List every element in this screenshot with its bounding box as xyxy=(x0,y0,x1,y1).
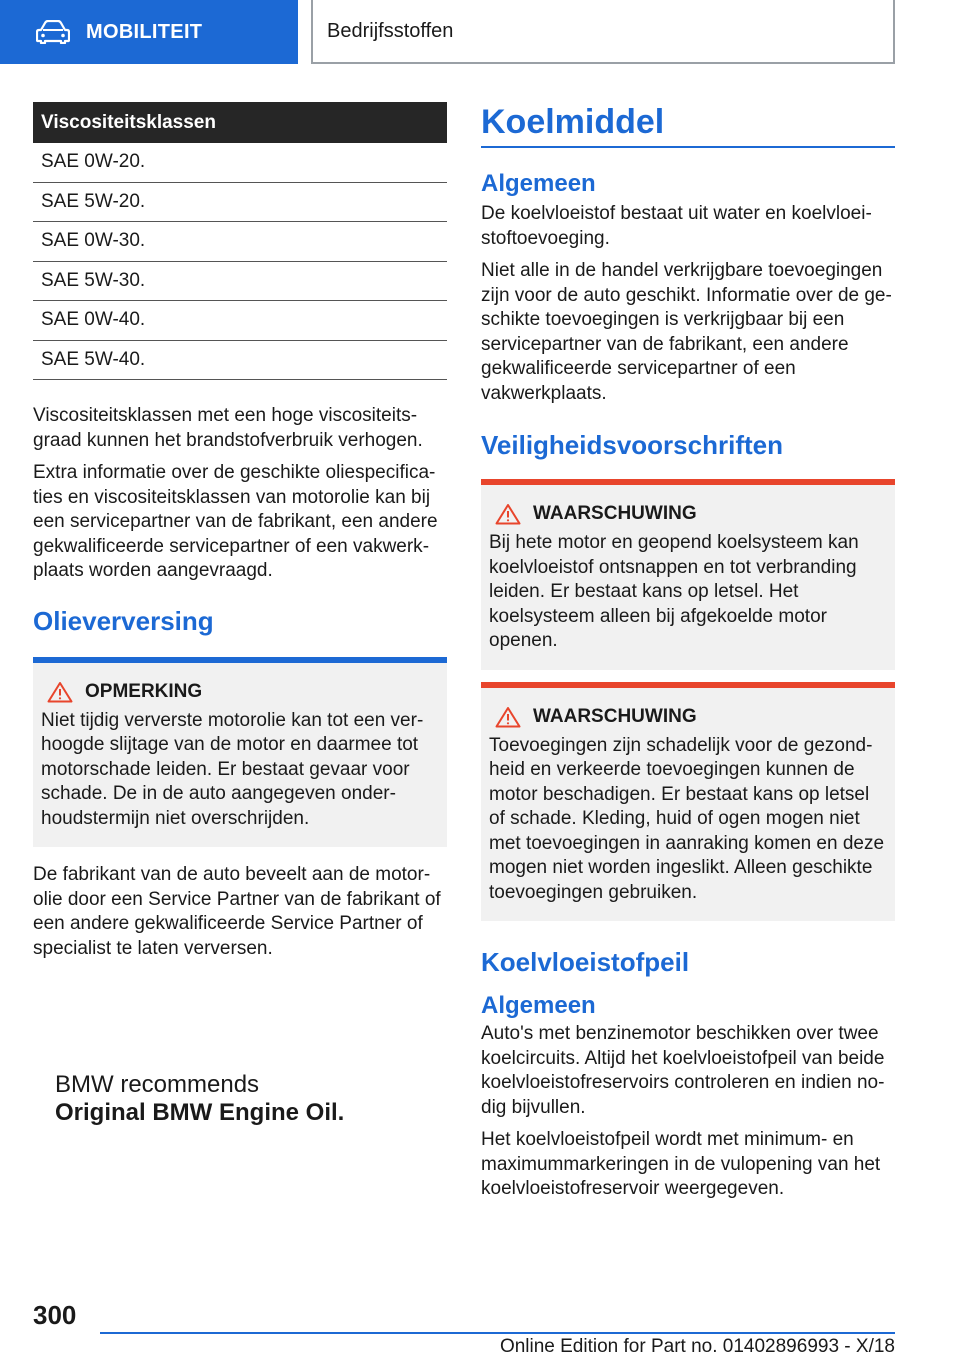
warning-triangle-icon xyxy=(495,503,521,525)
page-number: 300 xyxy=(33,1300,77,1330)
section-heading-olieverversing: Olieverversing xyxy=(33,605,214,636)
paragraph: Auto's met benzinemotor beschikken over twee koelcircuits. Altijd het koelvloeistofpeil van beide koelvloeistofreservoirs controleren en indien nodig bijvullen. xyxy=(481,1023,885,1118)
chapter-tab[interactable] xyxy=(311,0,895,64)
notice-box xyxy=(33,657,447,848)
section-label: MOBILITEIT xyxy=(86,20,203,43)
warning-box xyxy=(481,479,895,670)
right-column xyxy=(481,100,895,1210)
paragraph: De fabrikant van de auto beveelt aan de motorolie door een Service Partner van de fabrikant of een andere gekwalificeerde Service Partner of specialist te laten verversen. xyxy=(33,864,441,959)
section-heading-veiligheid: Veiligheidsvoorschriften xyxy=(481,430,783,460)
section-tab[interactable] xyxy=(0,0,298,64)
subheading-algemeen: Algemeen xyxy=(481,992,596,1019)
ad-line-1: BMW recommends xyxy=(55,1071,260,1098)
paragraph: Het koelvloeistofpeil wordt met minimum- en maximummarkeringen in de vulopening van het koelvloeistofreservoir weergegeven. xyxy=(481,1129,881,1199)
chapter-label: Bedrijfsstoffen xyxy=(327,19,454,42)
paragraph: De koelvloeistof bestaat uit water en koelvloeistoftoevoeging. xyxy=(481,203,872,249)
notice-text: Niet tijdig ververste motorolie kan tot een verhoogde slijtage van de motor en daarmee tot motorschade leiden. Er bestaat gevaar voor schade. De in de auto aangegeven onderhoudstermijn niet overschrijden. xyxy=(41,709,424,829)
notice-title: OPMERKING xyxy=(85,680,203,702)
viscosity-table xyxy=(33,102,447,380)
table-row: SAE 0W-20. xyxy=(33,143,447,183)
table-row: SAE 5W-40. xyxy=(33,341,447,381)
table-row: SAE 0W-40. xyxy=(33,301,447,341)
bmw-oil-recommendation xyxy=(33,1071,447,1127)
footer-divider xyxy=(100,1332,895,1334)
warning-box xyxy=(481,682,895,922)
main-heading-koelmiddel: Koelmiddel xyxy=(481,100,895,148)
warning-triangle-icon xyxy=(47,681,73,703)
subheading-algemeen: Algemeen xyxy=(481,170,596,197)
car-icon xyxy=(36,20,70,44)
paragraph: Viscositeitsklassen met een hoge viscositeitsgraad kunnen het brandstofverbruik verhogen. xyxy=(33,405,423,451)
warning-text: Toevoegingen zijn schadelijk voor de gezondheid en verkeerde toevoegingen kunnen de motor beschadigen. Er bestaat kans op letsel of schade. Kleding, huid of ogen mogen niet met toevoegingen in aanraking komen en deze mogen niet worden ingeslikt. Alleen geschikte toevoegingen gebruiken. xyxy=(489,734,885,903)
ad-line-2: Original BMW Engine Oil. xyxy=(55,1099,345,1126)
warning-triangle-icon xyxy=(495,706,521,728)
paragraph: Extra informatie over de geschikte oliespecificaties en viscositeitsklassen van motorolie kan bij een servicepartner van de fabrikant, een andere gekwalificeerde servicepartner of een vakwerkplaats worden aangevraagd. xyxy=(33,462,438,581)
table-header: Viscositeitsklassen xyxy=(33,102,447,143)
section-heading-koelvloeistofpeil: Koelvloeistofpeil xyxy=(481,947,690,977)
warning-title: WAARSCHUWING xyxy=(533,705,697,727)
edition-note: Online Edition for Part no. 01402896993 - X/18 xyxy=(499,1336,895,1357)
table-row: SAE 5W-20. xyxy=(33,183,447,223)
warning-title: WAARSCHUWING xyxy=(533,503,697,524)
left-column xyxy=(33,100,447,1127)
paragraph: Niet alle in de handel verkrijgbare toevoegingen zijn voor de auto geschikt. Informatie over de geschikte toevoegingen is verkrijgbaar bij een servicepartner van de fabrikant, een andere gekwalificeerde servicepartner of een vakwerkplaats. xyxy=(481,260,892,404)
table-row: SAE 0W-30. xyxy=(33,222,447,262)
table-row: SAE 5W-30. xyxy=(33,262,447,302)
warning-text: Bij hete motor en geopend koelsysteem kan koelvloeistof ontsnappen en tot verbranding leiden. Er bestaat kans op letsel. Het koelsysteem alleen bij afgekoelde motor openen. xyxy=(489,532,859,651)
